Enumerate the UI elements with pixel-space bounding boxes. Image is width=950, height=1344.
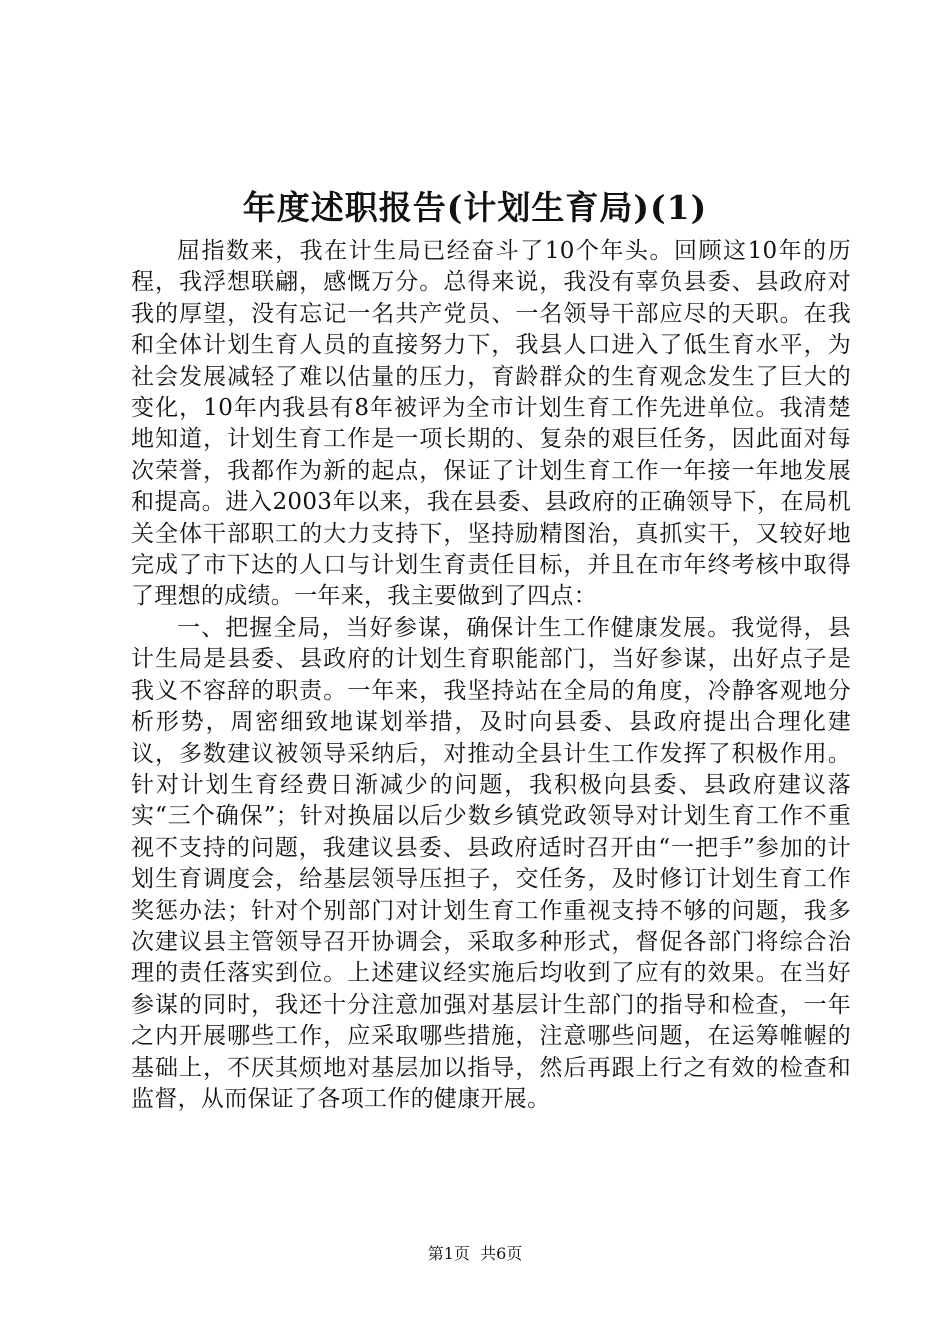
page-number-label: 第1页 共6页 — [427, 1244, 523, 1263]
paragraph-intro: 屈指数来，我在计生局已经奋斗了10个年头。回顾这10年的历程，我浮想联翩，感慨万分。总得来说，我没有辜负县委、县政府对我的厚望，没有忘记一名共产党员、一名领导干部应尽的天职。在我和全体计划生育人员的直接努力下，我县人口进入了低生育水平，为社会发展减轻了难以估量的压力，育龄群众的生育观念发生了巨大的变化，10年内我县有8年被评为全市计划生育工作先进单位。我清楚地知道，计划生育工作是一项长期的、复杂的艰巨任务，因此面对每次荣誉，我都作为新的起点，保证了计划生育工作一年接一年地发展和提高。进入2003年以来，我在县委、县政府的正确领导下，在局机关全体干部职工的大力支持下，坚持励精图治，真抓实干，又较好地完成了市下达的人口与计划生育责任目标，并且在市年终考核中取得了理想的成绩。一年来，我主要做到了四点： — [131, 238, 851, 610]
document-title: 年度述职报告(计划生育局)(1) — [242, 188, 708, 227]
paragraph-point-one: 一、把握全局，当好参谋，确保计生工作健康发展。我觉得，县计生局是县委、县政府的计划生育职能部门，当好参谋，出好点子是我义不容辞的职责。一年来，我坚持站在全局的角度，冷静客观地分析形势，周密细致地谋划举措，及时向县委、县政府提出合理化建议，多数建议被领导采纳后，对推动全县计生工作发挥了积极作用。针对计划生育经费日渐减少的问题，我积极向县委、县政府建议落实“三个确保”；针对换届以后少数乡镇党政领导对计划生育工作不重视不支持的问题，我建议县委、县政府适时召开由“一把手”参加的计划生育调度会，给基层领导压担子，交任务，及时修订计划生育工作奖惩办法；针对个别部门对计划生育工作重视支持不够的问题，我多次建议县主管领导召开协调会，采取多种形式，督促各部门将综合治理的责任落实到位。上述建议经实施后均收到了应有的效果。在当好参谋的同时，我还十分注意加强对基层计生部门的指导和检查，一年之内开展哪些工作，应采取哪些措施，注意哪些问题，在运筹帷幄的基础上，不厌其烦地对基层加以指导，然后再跟上行之有效的检查和监督，从而保证了各项工作的健康开展。 — [131, 614, 851, 1112]
document-body — [131, 236, 851, 1115]
page-footer — [0, 1244, 950, 1264]
